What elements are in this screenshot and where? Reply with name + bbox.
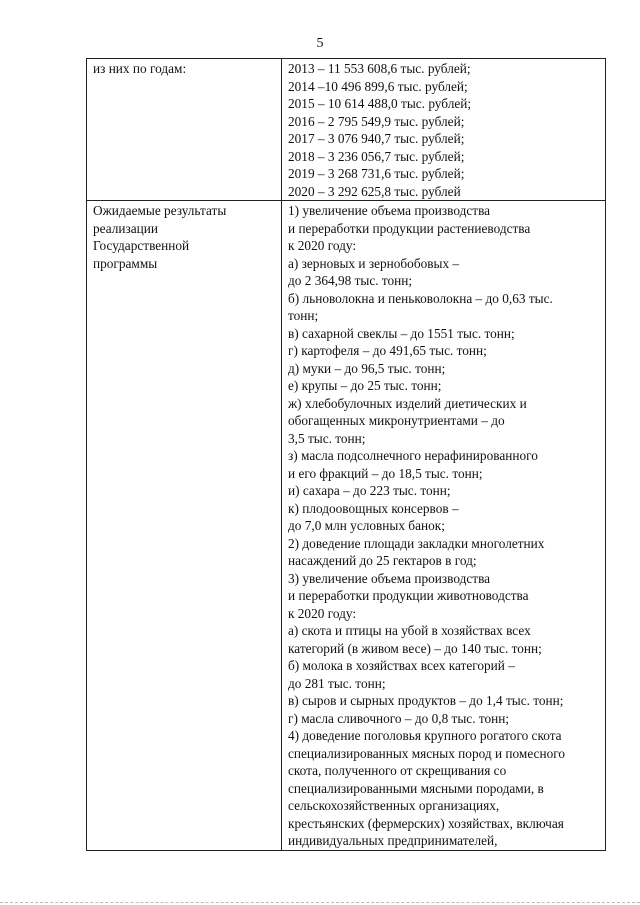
row-label-line: программы (93, 255, 158, 271)
row-value-line: крестьянских (фермерских) хозяйствах, включая (288, 815, 564, 831)
row-value-line: и его фракций – до 18,5 тыс. тонн; (288, 465, 483, 481)
page-number: 5 (316, 36, 324, 51)
row-value-line: к) плодоовощных консервов – (288, 500, 459, 516)
row-value-line: специализированных мясных пород и помесного (288, 745, 565, 761)
row-value-line: ж) хлебобулочных изделий диетических и (288, 395, 527, 411)
row-value-line: 2015 – 10 614 488,0 тыс. рублей; (288, 96, 472, 111)
row-value-line: сельскохозяйственных организациях, (288, 798, 500, 813)
row-label-line: Ожидаемые результаты (93, 203, 227, 218)
row-value-line: 2020 – 3 292 625,8 тыс. рублей (288, 183, 461, 199)
table-body (87, 59, 606, 851)
row-value-line: индивидуальных предпринимателей, (288, 833, 498, 848)
row-value-line: скота, полученного от скрещивания со (288, 763, 507, 778)
row-value-line: а) скота и птицы на убой в хозяйствах всех (288, 623, 531, 638)
row-value-line: категорий (в живом весе) – до 140 тыс. тонн; (288, 640, 542, 656)
row-value-line: 2018 – 3 236 056,7 тыс. рублей; (288, 148, 465, 164)
row-label-line: реализации (93, 220, 158, 236)
page-bottom-edge (0, 902, 640, 903)
row-value-line: и переработки продукции растениеводства (288, 220, 531, 236)
row-value-line: к 2020 году: (288, 238, 357, 253)
row-value-line: б) молока в хозяйствах всех категорий – (288, 658, 515, 673)
row-value-line: е) крупы – до 25 тыс. тонн; (288, 378, 442, 393)
row-value-line: до 7,0 млн условных банок; (288, 518, 445, 533)
row-label-cell (87, 59, 282, 201)
row-value-line: 3) увеличение объема производства (288, 570, 491, 586)
row-value-line: 2017 – 3 076 940,7 тыс. рублей; (288, 131, 465, 146)
row-value-line: 2019 – 3 268 731,6 тыс. рублей; (288, 166, 465, 181)
row-value-line: 3,5 тыс. тонн; (288, 430, 366, 446)
row-value-line: 4) доведение поголовья крупного рогатого скота (288, 728, 562, 743)
row-value-line: до 2 364,98 тыс. тонн; (288, 273, 413, 288)
row-value-line: 2) доведение площади закладки многолетних (288, 535, 545, 551)
row-label-line: из них по годам: (93, 61, 187, 76)
row-value-line: в) сыров и сырных продуктов – до 1,4 тыс. тонн; (288, 693, 564, 708)
row-value-cell (282, 59, 606, 201)
row-value-line: обогащенных микронутриентами – до (288, 413, 505, 428)
row-label-line: Государственной (93, 238, 190, 253)
row-label-cell (87, 201, 282, 851)
program-passport-table (86, 58, 606, 851)
row-value-line: з) масла подсолнечного нерафинированного (288, 448, 538, 463)
row-value-line: и) сахара – до 223 тыс. тонн; (288, 483, 451, 498)
row-value-line: д) муки – до 96,5 тыс. тонн; (288, 360, 446, 376)
row-value-line: 2013 – 11 553 608,6 тыс. рублей; (288, 61, 471, 76)
row-value-line: 2014 –10 496 899,6 тыс. рублей; (288, 78, 468, 94)
row-value-line: специализированными мясными породами, в (288, 780, 544, 796)
row-value-line: г) масла сливочного – до 0,8 тыс. тонн; (288, 710, 510, 726)
row-value-line: к 2020 году: (288, 605, 357, 621)
row-value-line: 1) увеличение объема производства (288, 203, 491, 218)
row-value-line: в) сахарной свеклы – до 1551 тыс. тонн; (288, 325, 515, 341)
row-value-line: а) зерновых и зернобобовых – (288, 255, 460, 271)
row-value-line: тонн; (288, 308, 319, 323)
table-row (87, 201, 606, 851)
row-value-line: и переработки продукции животноводства (288, 588, 529, 603)
row-value-line: г) картофеля – до 491,65 тыс. тонн; (288, 343, 487, 358)
table-row (87, 59, 606, 201)
row-value-line: б) льноволокна и пеньковолокна – до 0,63 тыс. (288, 290, 553, 306)
row-value-line: до 281 тыс. тонн; (288, 675, 386, 691)
row-value-cell (282, 201, 606, 851)
row-value-line: насаждений до 25 гектаров в год; (288, 553, 477, 568)
row-value-line: 2016 – 2 795 549,9 тыс. рублей; (288, 113, 465, 129)
